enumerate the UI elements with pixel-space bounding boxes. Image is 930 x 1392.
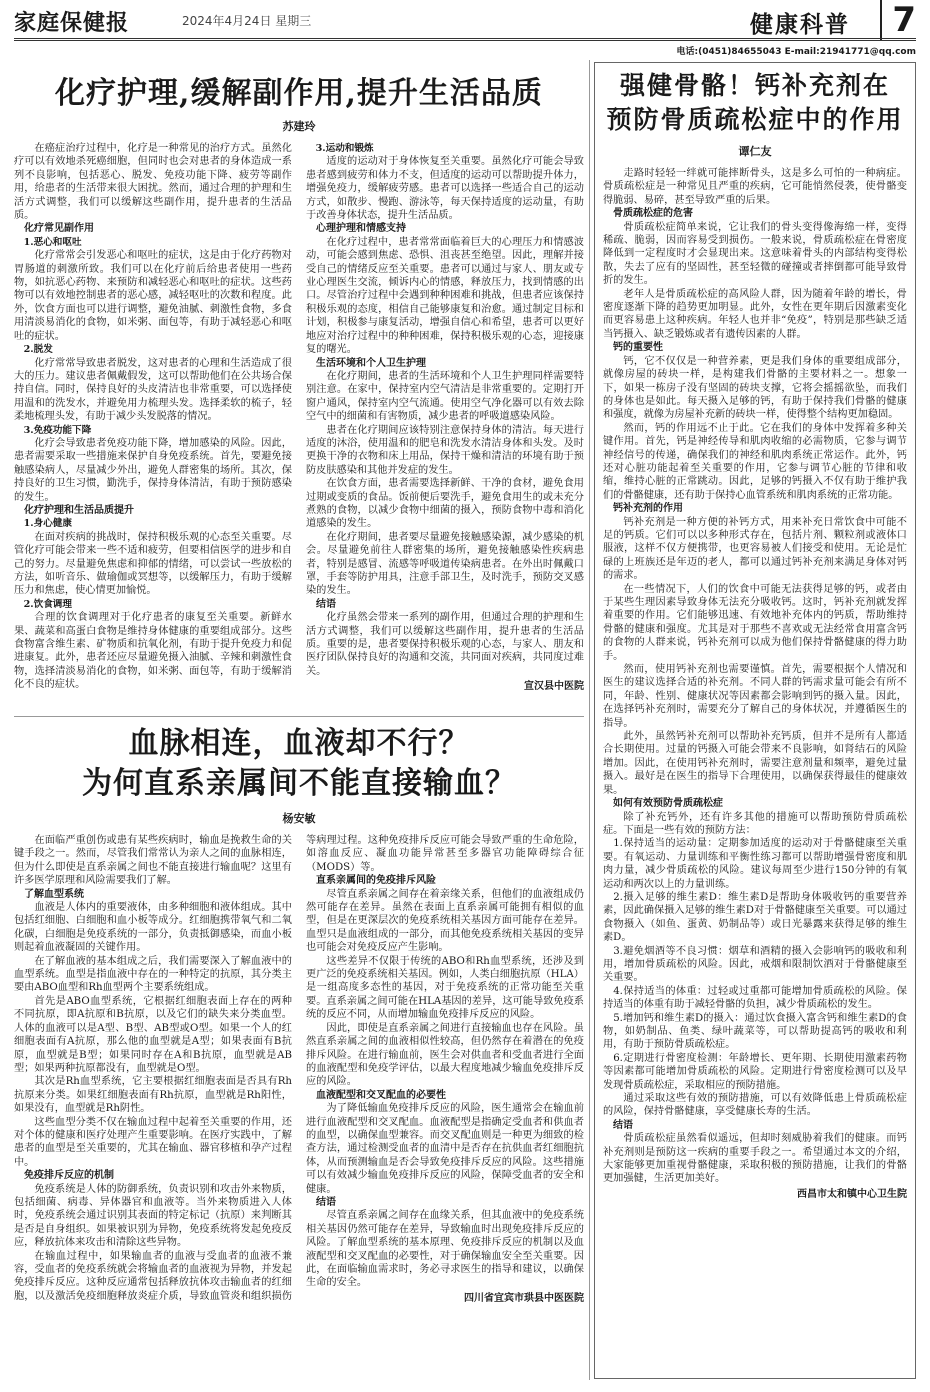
contact-info: 电话:(0451)84655043 E-mail:21941771@qq.com <box>676 47 916 57</box>
section-heading: 生活环境和个人卫生护理 <box>316 357 426 369</box>
paragraph: 尽管直系亲属之间存在血缘关系，但其血液中的免疫系统相关基因仍然可能存在差异，导致输血时出现免疫排斥反应的风险。了解血型系统的基本原理、免疫排斥反应的机制以及血液配型和交叉配血的必要性，对于确保输血安全至关重要。因此，在面临输血需求时，务必寻求医生的指导和建议，以确保生命的安全。 <box>306 1210 584 1289</box>
section-heading: 结语 <box>316 1196 336 1208</box>
numbered-heading: 3.免疫功能下降 <box>23 424 92 436</box>
article-headline-line1: 血脉相连，血液却不行？ <box>128 726 470 761</box>
numbered-heading: 2.脱发 <box>23 344 53 356</box>
article-headline: 化疗护理,缓解副作用,提升生活品质 <box>55 76 543 111</box>
article-headline-line2: 预防骨质疏松症中的作用 <box>606 105 904 134</box>
paragraph: 这些差异不仅限于传统的ABO和Rh血型系统，还涉及到更广泛的免疫系统相关基因。例如，人类白细胞抗原（HLA）是一组高度多态性的基因，对于免疫系统的正常功能至关重要。直系亲属之间可能在HLA基因的差异，这可能导致免疫系统的反应不同，从而增加输血免疫排斥反应的风险。 <box>306 955 584 1021</box>
section-heading: 化疗常见副作用 <box>24 223 94 235</box>
section-heading: 钙的重要性 <box>613 342 663 354</box>
paragraph: 适度的运动对于身体恢复至关重要。虽然化疗可能会导致患者感到疲劳和体力不支，但适度的运动可以帮助提升体力，增强免疫力，缓解疲劳感。患者可以选择一些适合自己的运动方式，如散步、慢跑、游泳等，每天保持适度的运动量，有助于改善身体状态，提升生活品质。 <box>306 156 584 222</box>
page-number: 7 <box>880 0 916 40</box>
section-heading: 结语 <box>316 598 336 610</box>
paragraph: 在饮食方面，患者需要选择新鲜、干净的食材，避免食用过期或变质的食品。饭前便后要洗手，避免食用生的或未充分煮熟的食物，以减少食物中细菌的摄入，预防食物中毒和消化道感染的发生。 <box>306 478 584 530</box>
masthead-rule <box>14 38 916 41</box>
tip-item: 4.保持适当的体重：过轻或过重都可能增加骨质疏松的风险。保持适当的体重有助于减轻骨骼的负担，减少骨质疏松的发生。 <box>603 985 907 1011</box>
paragraph: 在化疗过程中，患者常常面临着巨大的心理压力和情感波动，可能会感到焦虑、恐惧、沮丧甚至绝望。因此，理解并接受自己的情绪反应至关重要。患者可以通过与家人、朋友或专业心理医生交流，倾诉内心的情感，释放压力，找到情感的出口。尽管治疗过程中会遇到种种困难和挑战，但患者应该保持积极乐观的态度，相信自己能够康复和治愈。通过制定目标和计划，积极参与康复活动，增强自信心和希望，患者可以更好地应对治疗过程中的种种困难，保持积极乐观的心态，迎接康复的曙光。 <box>306 236 584 356</box>
section-heading: 直系亲属间的免疫排斥风险 <box>316 875 436 887</box>
article-calcium <box>594 62 916 1379</box>
paragraph: 骨质疏松症虽然看似遥远，但却时刻威胁着我们的健康。而钙补充剂则是预防这一疾病的重要手段之一。希望通过本文的介绍，大家能够更加重视骨骼健康，采取积极的预防措施，让我们的骨骼更加强健，生活更加美好。 <box>603 1133 907 1185</box>
paragraph: 化疗会导致患者免疫功能下降，增加感染的风险。因此，患者需要采取一些措施来保护自身免疫系统。首先，要避免接触感染病人，尽量减少外出，避免人群密集的场所。其次，保持良好的卫生习惯，勤洗手，保持身体清洁，有助于预防感染的发生。 <box>14 437 292 503</box>
numbered-heading: 1.身心健康 <box>23 518 72 530</box>
paragraph: 尽管直系亲属之间存在着亲缘关系，但他们的血液组成仍然可能存在差异。虽然在表面上直系亲属可能拥有相似的血型，但是在更深层次的免疫系统相关基因方面可能存在差异。血型只是血液组成的一部分，而其他免疫系统相关基因的变异也可能会对免疫反应产生影响。 <box>306 888 584 954</box>
article-divider <box>14 716 584 717</box>
tip-item: 3.避免烟酒等不良习惯：烟草和酒精的摄入会影响钙的吸收和利用，增加骨质疏松的风险。因此，戒烟和限制饮酒对于骨骼健康至关重要。 <box>603 945 907 984</box>
paragraph: 在化疗期间，患者要尽量避免接触感染源，减少感染的机会。尽量避免前往人群密集的场所，避免接触感染性疾病患者，特别是感冒、流感等呼吸道传染病患者。在外出时佩戴口罩，手套等防护用具，注意手部卫生，及时洗手，预防交叉感染的发生。 <box>306 531 584 597</box>
tip-item: 5.增加钙和维生素D的摄入：通过饮食摄入富含钙和维生素D的食物，如奶制品、鱼类、绿叶蔬菜等，可以帮助提高钙的吸收和利用，有助于预防骨质疏松症。 <box>603 1012 907 1051</box>
section-heading: 如何有效预防骨质疏松症 <box>613 798 723 810</box>
paragraph: 在了解血液的基本组成之后，我们需要深入了解血液中的血型系统。血型是指血液中存在的一种特定的抗原，其分类主要由ABO血型和Rh血型两个主要系统组成。 <box>14 955 292 994</box>
paragraph: 钙，它不仅仅是一种营养素，更是我们身体的重要组成部分，就像房屋的砖块一样，是构建我们骨骼的主要材料之一。想象一下，如果一栋房子没有坚固的砖块支撑，它将会摇摇欲坠，而我们的身体也是如此。每天摄入足够的钙，有助于保持我们骨骼的健康和强度，就像为房屋补充新的砖块一样，使得整个结构更加稳固。 <box>603 355 907 421</box>
paragraph: 血液是人体内的重要液体，由多种细胞和液体组成。其中包括红细胞、白细胞和血小板等成分。红细胞携带氧气和二氧化碳，白细胞是免疫系统的一部分，负责抵御感染，而血小板则起着血液凝固的关键作用。 <box>14 902 292 954</box>
article-author: 杨安敏 <box>282 812 316 825</box>
section-heading: 结语 <box>613 1119 633 1131</box>
paragraph: 然而，钙的作用远不止于此。它在我们的身体中发挥着多种关键作用。首先，钙是神经传导和肌肉收缩的必需物质，它参与调节神经信号的传递，确保我们的神经和肌肉系统正常运作。此外，钙还对心脏功能起着至关重要的作用，它参与调节心脏的节律和收缩，维持心脏的正常跳动。因此，足够的钙摄入不仅有助于维护我们的骨骼健康，还有助于保持心血管系统和肌肉系统的正常功能。 <box>603 422 907 501</box>
article-blood-transfusion <box>14 724 584 1379</box>
article-headline-line1: 强健骨骼！钙补充剂在 <box>619 71 890 100</box>
author-affiliation: 西昌市太和镇中心卫生院 <box>797 1188 907 1200</box>
section-title: 健康科普 <box>750 11 850 38</box>
author-affiliation: 四川省宜宾市珙县中医医院 <box>464 1292 584 1304</box>
section-heading: 免疫排斥反应的机制 <box>24 1170 114 1182</box>
paragraph: 患者在化疗期间应该特别注意保持身体的清洁。每天进行适度的沐浴，使用温和的肥皂和洗发水清洁身体和头发。及时更换干净的衣物和床上用品，保持干燥和清洁的环境有助于预防皮肤感染和其他并发症的发生。 <box>306 424 584 476</box>
issue-date: 2024年4月24日 星期三 <box>182 14 312 28</box>
paragraph: 化疗常常导致患者脱发，这对患者的心理和生活造成了很大的压力。建议患者佩戴假发，这可以帮助他们在公共场合保持自信。同时，保持良好的头皮清洁也非常重要，可以选择使用温和的洗发水，并避免用力梳理头发。选择柔软的梳子，轻柔地梳理头发，有助于减少头发脱落的情况。 <box>14 357 292 423</box>
paragraph: 在面临严重创伤或患有某些疾病时，输血是挽救生命的关键手段之一。然而，尽管我们常常认为亲人之间的血脉相连，但为什么即使是直系亲属之间也不能直接进行输血呢？这里有许多医学原理和风险需要我们了解。 <box>14 835 292 887</box>
tip-item: 1.保持适当的运动量：定期参加适度的运动对于骨骼健康至关重要。有氧运动、力量训练和平衡性练习都可以帮助增强骨密度和肌肉力量，减少骨质疏松的风险。建议每周至少进行150分钟的有氧运动和两次以上的力量训练。 <box>603 838 907 890</box>
paper-name: 家庭保健报 <box>14 11 130 36</box>
column-divider <box>589 60 590 1380</box>
paragraph: 在化疗期间，患者的生活环境和个人卫生护理同样需要特别注意。在家中，保持室内空气清洁是非常重要的。定期打开窗户通风，保持室内空气流通。使用空气净化器可以有效去除空气中的细菌和有害物质，减少患者的呼吸道感染风险。 <box>306 370 584 423</box>
paragraph: 在输血过程中，如果输血者的血液与受血者的血液不兼容，受血者的免疫系统就会将输血者的血液视为异物，并发起免疫排斥反应。这种反应通常包括释放抗体攻击输血者的红细胞，以及激活免疫细胞释放炎症介质，导致血管炎和组织损伤等病理过程。这种免疫排斥反应可能会导致严重的生命危险，如溶血反应、凝血功能异常甚至多器官功能障碍综合征（MODS）等。 <box>14 835 584 1302</box>
section-heading: 心理护理和情感支持 <box>316 223 406 235</box>
paragraph: 在一些情况下，人们的饮食中可能无法获得足够的钙，或者由于某些生理因素导致身体无法充分吸收钙。这时，钙补充剂就发挥着重要的作用。它们能够迅速、有效地补充体内的钙质，帮助维持骨骼的健康和强度。尤其是对于那些不喜欢或无法经常食用富含钙的食物的人群来说，钙补充剂可以成为他们保持骨骼健康的得力助手。 <box>603 583 907 662</box>
section-heading: 化疗护理和生活品质提升 <box>24 504 134 516</box>
paragraph: 然而，使用钙补充剂也需要谨慎。首先，需要根据个人情况和医生的建议选择合适的补充剂。不同人群的钙需求量可能会有所不同，年龄、性别、健康状况等因素都会影响到钙的摄入量。因此，在选择钙补充剂时，需要充分了解自己的身体状况，并遵循医生的指导。 <box>603 664 907 729</box>
paragraph: 为了降低输血免疫排斥反应的风险，医生通常会在输血前进行血液配型和交叉配血。血液配型是指确定受血者和供血者的血型，以确保血型兼容。而交叉配血则是一种更为细致的检查方法，通过检测受血者的血清中是否存在抗供血者红细胞抗体，从而预测输血是否会导致免疫排斥反应的风险。这些措施可以有效减少输血免疫排斥反应的风险，保障受血者的安全和健康。 <box>306 1103 584 1195</box>
article-author: 谭仁友 <box>738 145 772 158</box>
paragraph: 此外，虽然钙补充剂可以帮助补充钙质，但并不是所有人都适合长期使用。过量的钙摄入可能会带来不良影响，如肾结石的风险增加。因此，在使用钙补充剂时，需要注意剂量和频率，避免过量摄入。最好是在医生的指导下合理使用，以确保获得最佳的健康效果。 <box>603 731 907 796</box>
numbered-heading: 3.运动和锻炼 <box>315 143 374 154</box>
paragraph: 在面对疾病的挑战时，保持积极乐观的心态至关重要。尽管化疗可能会带来一些不适和疲劳，但要相信医学的进步和自己的努力。尽量避免焦虑和抑郁的情绪，可以尝试一些放松的方法，如听音乐、做瑜伽或冥想等，以缓解压力，有助于缓解压力和焦虑，使心情更加愉悦。 <box>14 531 292 597</box>
paragraph: 合理的饮食调理对于化疗患者的康复至关重要。新鲜水果、蔬菜和高蛋白食物是维持身体健康的重要组成部分。这些食物富含维生素、矿物质和抗氧化剂，有助于提升免疫力和促进康复。此外，患者还应尽量避免摄入油腻、辛辣和刺激性食物，选择清淡易消化的食物，如米粥、面包等，有助于缓解消化不良的症状。 <box>14 612 292 691</box>
masthead <box>14 0 916 40</box>
paragraph: 走路时轻轻一绊就可能摔断骨头，这是多么可怕的一种病症。骨质疏松症是一种常见且严重的疾病，它可能悄然侵袭，使骨骼变得脆弱、易碎，甚至导致严重的后果。 <box>603 168 907 206</box>
numbered-heading: 2.饮食调理 <box>23 598 72 610</box>
article-body <box>14 142 584 694</box>
paragraph: 除了补充钙外，还有许多其他的措施可以帮助预防骨质疏松症。下面是一些有效的预防方法： <box>603 811 907 836</box>
paragraph: 这些血型分类不仅在输血过程中起着至关重要的作用，还对个体的健康和医疗处理产生重要影响。在医疗实践中，了解患者的血型是至关重要的，尤其在输血、器官移植和孕产过程中。 <box>14 1116 292 1168</box>
section-heading: 钙补充剂的作用 <box>613 503 683 515</box>
paragraph: 老年人是骨质疏松症的高风险人群，因为随着年龄的增长，骨密度逐渐下降的趋势更加明显。此外，女性在更年期后因激素变化而更容易患上这种疾病。年轻人也并非“免疫”，特别是那些缺乏适当钙摄入、缺乏锻炼或者有遗传因素的人群。 <box>603 288 907 340</box>
paragraph: 在癌症治疗过程中，化疗是一种常见的治疗方式。虽然化疗可以有效地杀死癌细胞，但同时也会对患者的身体造成一系列不良影响，包括恶心、脱发、免疫功能下降、疲劳等副作用，给患者的生活带来很大困扰。然而，通过合理的护理和生活方式调整，我们可以缓解这些副作用，提升患者的生活品质。 <box>14 143 292 222</box>
paragraph: 通过采取这些有效的预防措施，可以有效降低患上骨质疏松症的风险，保持骨骼健康，享受健康长寿的生活。 <box>603 1093 907 1118</box>
section-heading: 骨质疏松症的危害 <box>613 208 693 220</box>
paragraph: 免疫系统是人体的防御系统，负责识别和攻击外来物质，包括细菌、病毒、异体器官和血液等。当外来物质进入人体时，免疫系统会通过识别其表面的特定标记（抗原）来判断其是否是自身组织。如果被识别为异物，免疫系统将发起免疫反应，释放抗体来攻击和清除这些异物。 <box>14 1183 292 1249</box>
paragraph: 化疗虽然会带来一系列的副作用，但通过合理的护理和生活方式调整，我们可以缓解这些副作用，提升患者的生活品质。重要的是，患者要保持积极乐观的心态，与家人、朋友和医疗团队保持良好的沟通和交流，共同面对疾病，共同度过难关。 <box>306 612 584 677</box>
numbered-heading: 1.恶心和呕吐 <box>23 236 82 248</box>
paragraph: 化疗常常会引发恶心和呕吐的症状，这是由于化疗药物对胃肠道的刺激所致。我们可以在化疗前后给患者使用一些药物，如抗恶心药物、来预防和减轻恶心和呕吐的症状。这些药物可以有效地控制患者的恶心感，减轻呕吐的次数和程度。此外，饮食方面也可以进行调整，避免油腻、刺激性食物，多食用清淡易消化的食物，如米粥、面包等，有助于减轻恶心和呕吐的症状。 <box>14 250 292 342</box>
article-headline-line2: 为何直系亲属间不能直接输血？ <box>82 766 516 801</box>
article-chemo-care <box>14 62 584 712</box>
section-heading: 血液配型和交叉配血的必要性 <box>316 1089 446 1101</box>
paragraph: 骨质疏松症简单来说，它让我们的骨头变得像海绵一样，变得稀疏、脆弱，因而容易受到损伤。一般来说，骨质疏松症在骨密度降低到一定程度时才会显现出来。这意味着骨头的内部结构变得松散，失去了应有的坚固性，甚至轻微的碰撞或者摔倒都可能导致骨折的发生。 <box>603 221 907 287</box>
paragraph: 首先是ABO血型系统，它根据红细胞表面上存在的两种不同抗原，即A抗原和B抗原，以及它们的缺失来分类血型。人体的血液可以是A型、B型、AB型或O型。如果一个人的红细胞表面有A抗原，那么他的血型就是A型；如果表面有B抗原，血型就是B型；如果同时存在A和B抗原，血型就是AB型；如果两种抗原都没有，血型就是O型。 <box>14 995 292 1074</box>
paragraph: 其次是Rh血型系统，它主要根据红细胞表面是否具有Rh抗原来分类。如果红细胞表面有Rh抗原，血型就是Rh阳性，如果没有，血型就是Rh阴性。 <box>14 1076 292 1115</box>
author-affiliation: 宣汉县中医院 <box>524 681 584 693</box>
paragraph: 钙补充剂是一种方便的补钙方式，用来补充日常饮食中可能不足的钙质。它们可以以多种形式存在，包括片剂、颗粒剂或液体口服液，这样不仅方便携带，也更容易被人们接受和使用。无论是忙碌的上班族还是年迈的老人，都可以通过钙补充剂来满足身体对钙的需求。 <box>603 516 907 582</box>
paragraph: 因此，即使是直系亲属之间进行直接输血也存在风险。虽然直系亲属之间的血液相似性较高，但仍然存在着潜在的免疫排斥风险。在进行输血前，医生会对供血者和受血者进行全面的血液配型和免疫学评估，以最大程度地减少输血免疫排斥反应的风险。 <box>306 1022 584 1088</box>
section-heading: 了解血型系统 <box>24 888 84 900</box>
article-body <box>603 167 907 1201</box>
article-body <box>14 834 584 1305</box>
tip-item: 2.摄入足够的维生素D：维生素D是帮助身体吸收钙的重要营养素，因此确保摄入足够的维生素D对于骨骼健康至关重要。可以通过食物摄入（如鱼、蛋黄、奶制品等）或日光暴露来获得足够的维生素D。 <box>603 891 907 944</box>
article-author: 苏建玲 <box>282 120 316 133</box>
tip-item: 6.定期进行骨密度检测：年龄增长、更年期、长期使用激素药物等因素都可能增加骨质疏松的风险。定期进行骨密度检测可以及早发现骨质疏松症，采取相应的预防措施。 <box>603 1052 907 1091</box>
